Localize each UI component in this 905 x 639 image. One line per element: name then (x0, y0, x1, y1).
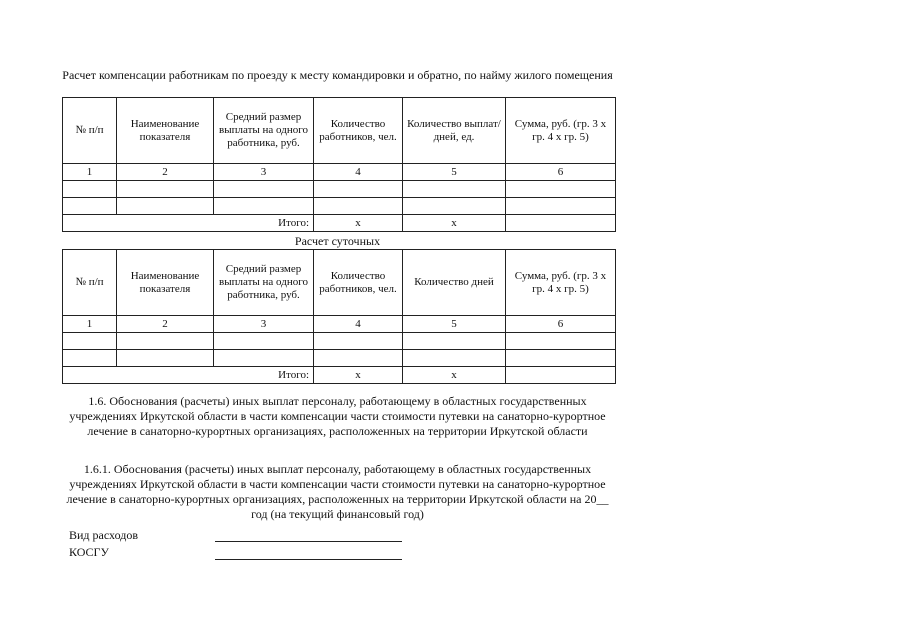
table2-title: Расчет суточных (294, 234, 381, 248)
table-cell (403, 333, 506, 350)
table-cell (63, 198, 117, 215)
table-cell (314, 350, 403, 367)
table-cell (63, 333, 117, 350)
expense-type-blank-line[interactable] (215, 541, 402, 542)
total-row (63, 367, 616, 384)
header-cell: Наименование показателя (117, 98, 214, 164)
table-cell (63, 181, 117, 198)
header-cell: Наименование показателя (117, 250, 214, 316)
table-cell (506, 350, 616, 367)
total-sum-cell (506, 367, 616, 384)
column-number: 3 (214, 164, 314, 181)
column-number: 4 (314, 164, 403, 181)
table-cell (506, 333, 616, 350)
column-number: 1 (63, 164, 117, 181)
table-cell (63, 350, 117, 367)
table-cell (117, 333, 214, 350)
header-cell: Количество работников, чел. (314, 98, 403, 164)
table1-title: Расчет компенсации работникам по проезду к месту командировки и обратно, по найму жилого помещения (62, 68, 613, 82)
table-row (63, 181, 616, 198)
header-cell: Средний размер выплаты на одного работника, руб. (214, 250, 314, 316)
table-cell (117, 198, 214, 215)
column-number: 3 (214, 316, 314, 333)
header-cell: Количество дней (403, 250, 506, 316)
table-cell (117, 350, 214, 367)
header-cell: Сумма, руб. (гр. 3 x гр. 4 x гр. 5) (506, 98, 616, 164)
kosgu-blank-line[interactable] (215, 559, 402, 560)
daily-allowance-table (62, 249, 616, 384)
header-cell: Сумма, руб. (гр. 3 x гр. 4 x гр. 5) (506, 250, 616, 316)
table-header-row (63, 98, 616, 164)
table-cell (506, 181, 616, 198)
total-x-cell: x (314, 367, 403, 384)
header-cell: Средний размер выплаты на одного работника, руб. (214, 98, 314, 164)
table-cell (314, 333, 403, 350)
total-row (63, 215, 616, 232)
expense-type-label: Вид расходов (69, 528, 138, 542)
total-x-cell: x (403, 367, 506, 384)
column-number: 2 (117, 316, 214, 333)
table-cell (214, 350, 314, 367)
column-number: 1 (63, 316, 117, 333)
column-number: 2 (117, 164, 214, 181)
total-label: Итого: (63, 367, 314, 384)
travel-compensation-table (62, 97, 616, 232)
column-number: 5 (403, 164, 506, 181)
header-cell: Количество работников, чел. (314, 250, 403, 316)
header-cell: Количество выплат/дней, ед. (403, 98, 506, 164)
header-cell: № п/п (63, 98, 117, 164)
table-cell (214, 333, 314, 350)
column-number: 5 (403, 316, 506, 333)
column-number: 6 (506, 164, 616, 181)
table-cell (214, 181, 314, 198)
total-x-cell: x (314, 215, 403, 232)
column-number: 4 (314, 316, 403, 333)
table-cell (403, 198, 506, 215)
table-header-row (63, 250, 616, 316)
column-number-row (63, 164, 616, 181)
section-1-6-heading: 1.6. Обоснования (расчеты) иных выплат персоналу, работающему в областных государственных учреждениях Иркутской области в части компенсации части стоимости путевки на санаторно-курортное лечение в санаторно-курортных организациях, расположенных на территории Иркутской области (69, 394, 606, 438)
table-cell (506, 198, 616, 215)
section-1-6-1-heading: 1.6.1. Обоснования (расчеты) иных выплат персоналу, работающему в областных государственных учреждениях Иркутской области в части компенсации части стоимости путевки на санаторно-курортное лечение в санаторно-курортных организациях, расположенных на территории Иркутской области на 20__ год (на текущий финансовый год) (66, 462, 609, 521)
table-cell (403, 350, 506, 367)
column-number-row (63, 316, 616, 333)
table-cell (214, 198, 314, 215)
table-row (63, 198, 616, 215)
total-label: Итого: (63, 215, 314, 232)
table-cell (314, 181, 403, 198)
table-cell (117, 181, 214, 198)
table-cell (314, 198, 403, 215)
table-row (63, 350, 616, 367)
total-sum-cell (506, 215, 616, 232)
column-number: 6 (506, 316, 616, 333)
table-row (63, 333, 616, 350)
table-cell (403, 181, 506, 198)
kosgu-label: КОСГУ (69, 545, 109, 559)
header-cell: № п/п (63, 250, 117, 316)
total-x-cell: x (403, 215, 506, 232)
